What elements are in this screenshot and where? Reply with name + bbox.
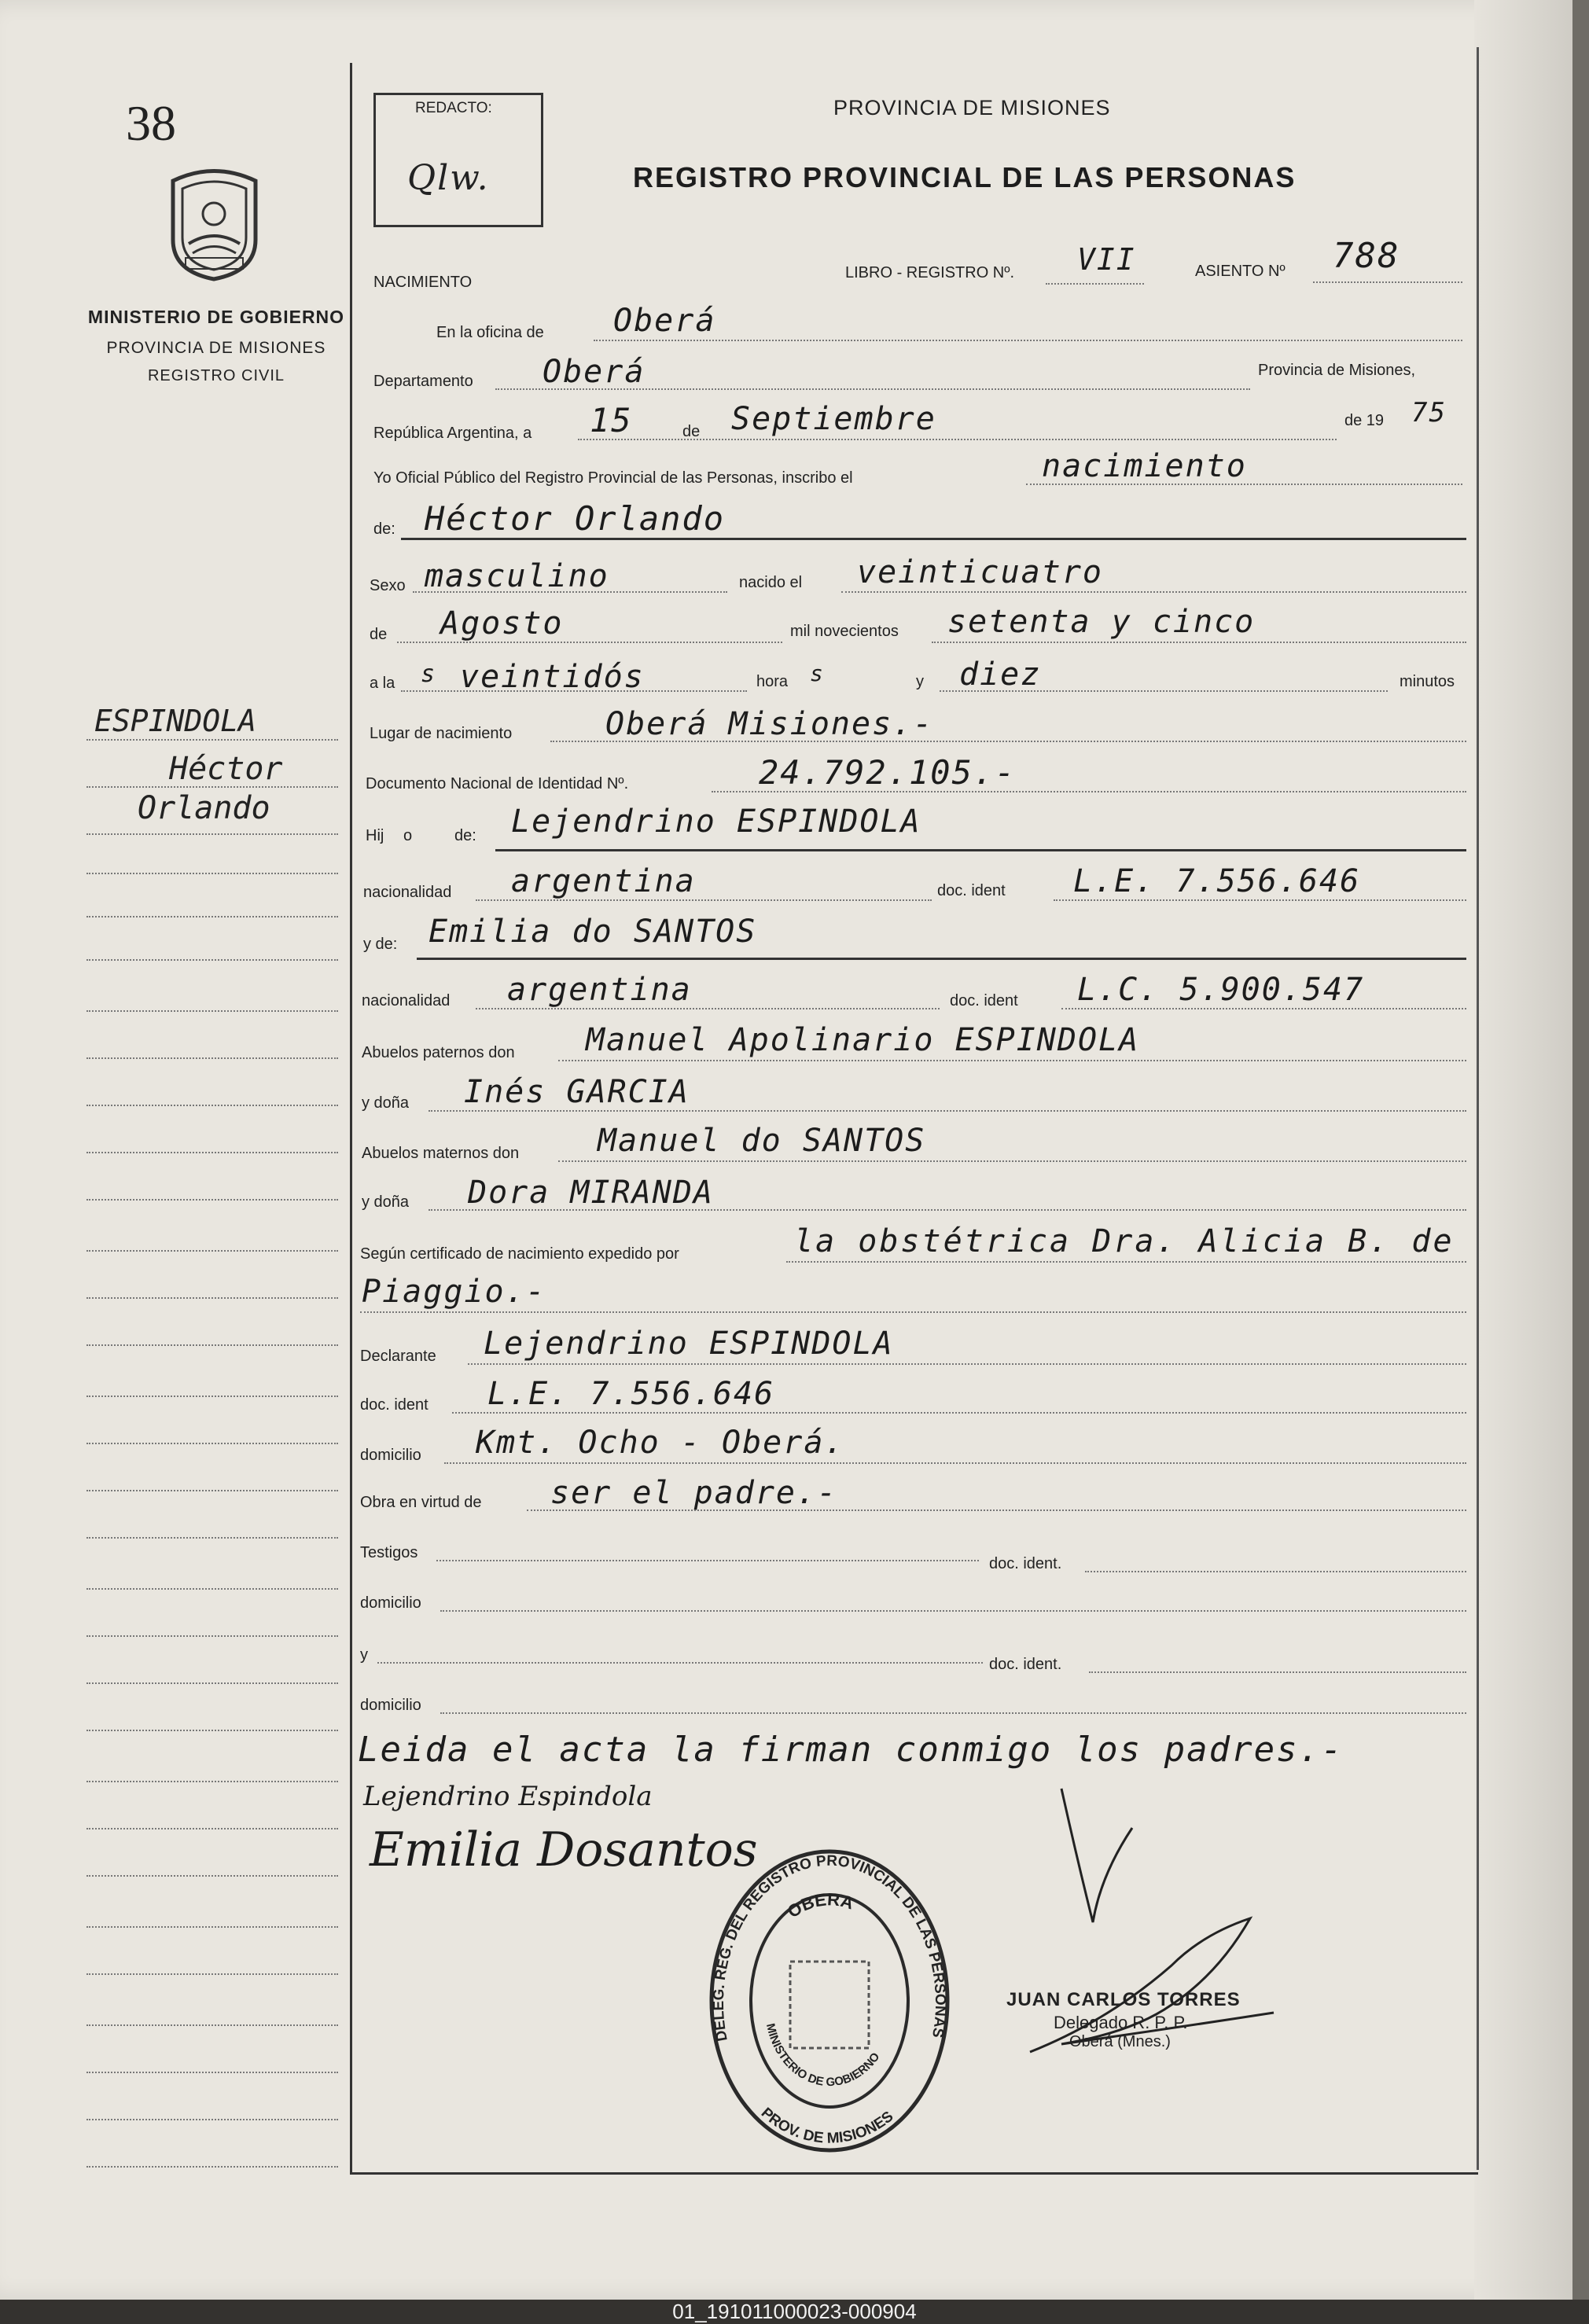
decl-doc-label: doc. ident bbox=[360, 1396, 429, 1414]
departamento-line bbox=[495, 388, 1250, 390]
cert-value-2: Piaggio.- bbox=[362, 1274, 546, 1310]
seal-bottom-text: PROV. DE MISIONES bbox=[757, 2105, 897, 2147]
margin-given-name-2: Orlando bbox=[138, 790, 270, 826]
margin-row bbox=[86, 1537, 338, 1539]
margin-row bbox=[86, 833, 338, 835]
minutos-line bbox=[940, 690, 1388, 692]
obra-line bbox=[527, 1509, 1466, 1511]
minutos-label: minutos bbox=[1400, 673, 1455, 690]
father-doc-label: doc. ident bbox=[937, 882, 1006, 899]
margin-row bbox=[86, 873, 338, 874]
margin-row bbox=[86, 916, 338, 917]
header-registry: REGISTRO PROVINCIAL DE LAS PERSONAS bbox=[633, 161, 1297, 193]
anio-words-value: setenta y cinco bbox=[947, 604, 1256, 640]
ab-pat-label: Abuelos paternos don bbox=[362, 1044, 515, 1061]
republica-label: República Argentina, a bbox=[373, 425, 532, 442]
mes-line bbox=[397, 642, 782, 643]
day-value: 15 bbox=[590, 401, 633, 439]
ab-pat-line bbox=[558, 1060, 1466, 1061]
margin-row bbox=[86, 1105, 338, 1106]
registry-seal-icon bbox=[704, 1844, 955, 2158]
margin-row bbox=[86, 1926, 338, 1928]
margin-row bbox=[86, 1973, 338, 1975]
cert-line-2 bbox=[360, 1311, 1466, 1313]
margin-row bbox=[86, 786, 338, 788]
mother-nat-value: argentina bbox=[507, 972, 692, 1008]
hora-y-label: y bbox=[916, 673, 924, 690]
testigos-y-label: y bbox=[360, 1646, 368, 1664]
header-province: PROVINCIA DE MISIONES bbox=[833, 96, 1111, 120]
seal-top-text: OBERA bbox=[784, 1889, 856, 1922]
svg-text:OBERA bbox=[784, 1889, 856, 1921]
father-value: Lejendrino ESPINDOLA bbox=[511, 803, 921, 840]
margin-row bbox=[86, 1344, 338, 1346]
margin-row bbox=[86, 739, 338, 741]
father-nat-label: nacionalidad bbox=[363, 884, 452, 901]
oficina-label: En la oficina de bbox=[436, 324, 544, 341]
libro-line bbox=[1046, 283, 1144, 285]
hora-label: hora bbox=[756, 673, 789, 690]
bottom-rule bbox=[350, 2172, 1478, 2175]
folio-number: 38 bbox=[126, 95, 176, 151]
decl-doc-value: L.E. 7.556.646 bbox=[487, 1376, 775, 1412]
ab-mat-label: Abuelos maternos don bbox=[362, 1145, 520, 1162]
dni-label: Documento Nacional de Identidad Nº. bbox=[366, 775, 629, 792]
testigos2-domicilio-line bbox=[440, 1712, 1466, 1714]
testigos-line bbox=[436, 1560, 979, 1561]
closing-text: Leida el acta la firman conmigo los padres.- bbox=[358, 1730, 1344, 1770]
father-rule bbox=[495, 849, 1466, 851]
right-rule bbox=[1477, 47, 1479, 2170]
sexo-label: Sexo bbox=[370, 577, 406, 594]
name-rule bbox=[401, 538, 1466, 540]
ab-mat-dona-line bbox=[429, 1209, 1466, 1211]
ministry-title: MINISTERIO DE GOBIERNO bbox=[87, 307, 345, 327]
margin-row bbox=[86, 1152, 338, 1153]
ab-mat-dona-label: y doña bbox=[362, 1193, 410, 1211]
month-value: Septiembre bbox=[731, 401, 936, 437]
margin-row bbox=[86, 1396, 338, 1397]
mil-label: mil novecientos bbox=[790, 623, 899, 640]
official-name: JUAN CARLOS TORRES bbox=[1006, 1989, 1241, 2010]
acto-value: nacimiento bbox=[1042, 448, 1247, 484]
redacto-label: REDACTO: bbox=[415, 100, 492, 116]
libro-value: VII bbox=[1077, 242, 1136, 277]
margin-row bbox=[86, 1490, 338, 1491]
father-doc-value: L.E. 7.556.646 bbox=[1073, 863, 1361, 899]
margin-row bbox=[86, 1781, 338, 1782]
mother-value: Emilia do SANTOS bbox=[429, 914, 757, 950]
testigos-label: Testigos bbox=[360, 1544, 418, 1561]
testigos-domicilio-label: domicilio bbox=[360, 1594, 421, 1612]
asiento-line bbox=[1313, 281, 1462, 283]
declarante-value: Lejendrino ESPINDOLA bbox=[484, 1326, 894, 1362]
margin-row bbox=[86, 1828, 338, 1829]
hora-words-value: veintidós bbox=[460, 659, 645, 695]
mother-rule bbox=[417, 958, 1466, 960]
minutos-words-value: diez bbox=[959, 656, 1042, 693]
mother-nat-line bbox=[476, 1008, 940, 1009]
year-label: de 19 bbox=[1344, 412, 1385, 429]
margin-given-name-1: Héctor bbox=[169, 751, 283, 787]
obra-value: ser el padre.- bbox=[550, 1475, 838, 1511]
anio-line bbox=[932, 642, 1466, 643]
margin-row bbox=[86, 1875, 338, 1877]
ab-pat-value: Manuel Apolinario ESPINDOLA bbox=[586, 1022, 1140, 1058]
seal-outer-text: DELEG. REG. DEL REGISTRO PROVINCIAL DE LAS PERSONAS bbox=[710, 1852, 949, 2043]
redacto-initials: Qlw. bbox=[407, 158, 490, 198]
ab-pat-dona-line bbox=[429, 1110, 1466, 1112]
testigos-doc-label: doc. ident. bbox=[989, 1555, 1062, 1572]
cert-value: la obstétrica Dra. Alicia B. de bbox=[794, 1223, 1455, 1259]
redacto-box bbox=[373, 93, 543, 227]
svg-text:PROV. DE MISIONES bbox=[758, 2105, 897, 2147]
father-doc-line bbox=[1054, 899, 1466, 901]
province-emblem-icon bbox=[157, 165, 271, 283]
cert-line bbox=[786, 1261, 1466, 1263]
dni-line bbox=[712, 791, 1466, 792]
hora-prefix-label: a la bbox=[370, 675, 395, 692]
name-de-label: de: bbox=[373, 520, 395, 538]
margin-row bbox=[86, 2072, 338, 2073]
margin-row bbox=[86, 2024, 338, 2026]
hijo-o: o bbox=[403, 827, 413, 844]
official-block bbox=[1006, 1989, 1241, 2051]
ministry-province: PROVINCIA DE MISIONES bbox=[106, 339, 326, 357]
margin-row bbox=[86, 1057, 338, 1059]
oficina-value: Oberá bbox=[613, 303, 716, 339]
margin-row bbox=[86, 1297, 338, 1299]
sexo-line bbox=[413, 591, 727, 593]
margin-row bbox=[86, 1588, 338, 1590]
footer-code: 01_191011000023-000904 bbox=[0, 2300, 1589, 2324]
mother-doc-label: doc. ident bbox=[950, 992, 1018, 1009]
mother-nat-label: nacionalidad bbox=[362, 992, 451, 1009]
nacido-label: nacido el bbox=[739, 574, 803, 591]
official-role: Delegado R. P. P. bbox=[1054, 2013, 1188, 2032]
hora-s-value: s bbox=[421, 660, 437, 688]
lugar-value: Oberá Misiones.- bbox=[605, 706, 934, 742]
svg-text:DELEG. REG. DEL REGISTRO PROVI bbox=[711, 1853, 948, 2043]
mother-doc-value: L.C. 5.900.547 bbox=[1077, 972, 1365, 1008]
departamento-value: Oberá bbox=[543, 354, 646, 390]
date-line bbox=[578, 439, 1337, 440]
cert-label: Según certificado de nacimiento expedido por bbox=[360, 1245, 679, 1263]
date-de-label: de bbox=[682, 423, 701, 440]
libro-label: LIBRO - REGISTRO Nº. bbox=[845, 264, 1015, 281]
child-name-value: Héctor Orlando bbox=[425, 499, 726, 538]
testigos-y-line bbox=[377, 1662, 983, 1664]
domicilio-line bbox=[444, 1462, 1466, 1464]
hora-suffix-s: s bbox=[810, 660, 825, 686]
lugar-line bbox=[550, 741, 1466, 742]
mother-doc-line bbox=[1061, 1008, 1466, 1009]
dni-value: 24.792.105.- bbox=[759, 753, 1017, 792]
ab-pat-dona-label: y doña bbox=[362, 1094, 410, 1112]
seal-ministry-text: MINISTERIO DE GOBIERNO bbox=[763, 2021, 883, 2090]
ab-mat-dona-value: Dora MIRANDA bbox=[468, 1175, 714, 1211]
margin-row bbox=[86, 1635, 338, 1637]
father-nat-line bbox=[476, 899, 932, 901]
ab-pat-dona-value: Inés GARCIA bbox=[464, 1074, 690, 1110]
declarante-label: Declarante bbox=[360, 1348, 436, 1365]
oficina-line bbox=[594, 340, 1462, 341]
domicilio-label: domicilio bbox=[360, 1447, 421, 1464]
margin-row bbox=[86, 1682, 338, 1684]
testigos-domicilio-line bbox=[440, 1610, 1466, 1612]
margin-row bbox=[86, 1199, 338, 1201]
departamento-label: Departamento bbox=[373, 373, 473, 390]
ministry-office: REGISTRO CIVIL bbox=[147, 367, 285, 384]
margin-row bbox=[86, 1443, 338, 1444]
dia-words-value: veinticuatro bbox=[857, 554, 1103, 590]
testigos2-domicilio-label: domicilio bbox=[360, 1697, 421, 1714]
lugar-label: Lugar de nacimiento bbox=[370, 725, 513, 742]
margin-row bbox=[86, 1730, 338, 1731]
mes-label: de bbox=[370, 626, 388, 643]
asiento-value: 788 bbox=[1333, 236, 1400, 276]
margin-row bbox=[86, 2119, 338, 2120]
hijo-de-label: de: bbox=[454, 827, 476, 844]
nacimiento-label: NACIMIENTO bbox=[373, 274, 473, 291]
testigos2-doc-line bbox=[1089, 1671, 1466, 1673]
margin-surname: ESPINDOLA bbox=[94, 704, 256, 738]
page-edge bbox=[1474, 0, 1572, 2300]
obra-label: Obra en virtud de bbox=[360, 1494, 482, 1511]
margin-row bbox=[86, 1010, 338, 1012]
hora-line bbox=[401, 690, 747, 692]
margin-row bbox=[86, 1250, 338, 1252]
margin-row bbox=[86, 959, 338, 961]
decl-doc-line bbox=[452, 1412, 1466, 1414]
svg-text:MINISTERIO DE GOBIERNO bbox=[763, 2022, 883, 2089]
testigos-doc-line bbox=[1085, 1571, 1466, 1572]
acto-line bbox=[1026, 484, 1462, 485]
mother-label: y de: bbox=[363, 936, 398, 953]
official-place: Oberá (Mnes.) bbox=[1069, 2033, 1171, 2050]
sexo-value: masculino bbox=[425, 558, 609, 594]
ministry-block bbox=[79, 307, 354, 385]
father-signature: Lejendrino Espindola bbox=[363, 1781, 653, 1812]
father-nat-value: argentina bbox=[511, 863, 696, 899]
year-value: 75 bbox=[1411, 397, 1447, 428]
ab-mat-line bbox=[558, 1160, 1466, 1162]
hijo-label: Hij bbox=[366, 827, 384, 844]
asiento-label: ASIENTO Nº bbox=[1195, 263, 1286, 280]
provincia-label: Provincia de Misiones, bbox=[1258, 362, 1416, 379]
testigos2-doc-label: doc. ident. bbox=[989, 1656, 1062, 1673]
oficial-text: Yo Oficial Público del Registro Provincial de las Personas, inscribo el bbox=[373, 469, 853, 487]
mes-words-value: Agosto bbox=[440, 605, 564, 642]
mother-signature: Emilia Dosantos bbox=[370, 1822, 758, 1877]
nacido-line bbox=[841, 591, 1466, 593]
domicilio-value: Kmt. Ocho - Oberá. bbox=[476, 1425, 845, 1461]
declarante-line bbox=[468, 1363, 1466, 1365]
ab-mat-value: Manuel do SANTOS bbox=[598, 1123, 926, 1159]
margin-row bbox=[86, 2166, 338, 2168]
